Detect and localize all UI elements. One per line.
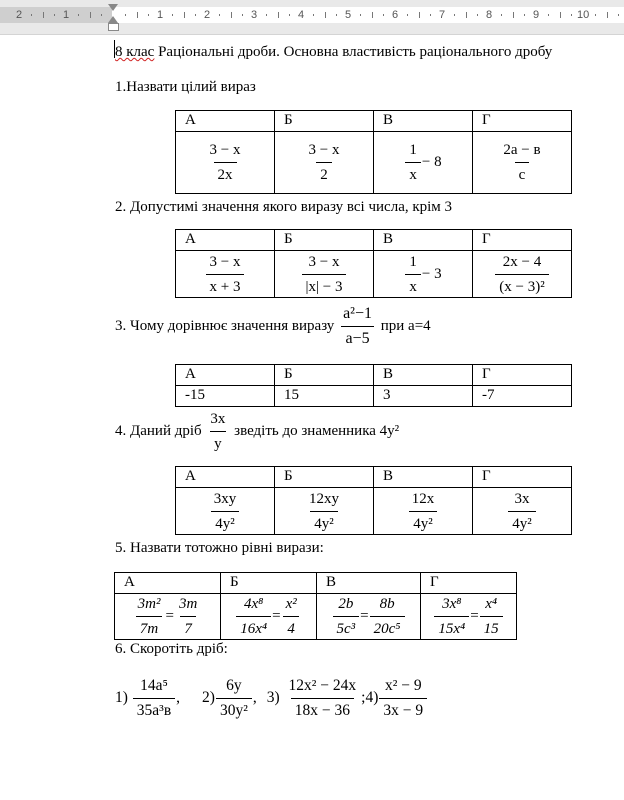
option-v-value[interactable]: 3: [374, 386, 473, 407]
separator: ,: [176, 689, 181, 706]
ruler-tick: [524, 14, 525, 16]
first-line-indent-marker[interactable]: [108, 4, 118, 11]
ruler-tick: [137, 12, 138, 18]
denominator: 30y²: [216, 698, 252, 721]
denominator: 3x − 9: [379, 698, 427, 721]
ruler-number: 10: [577, 9, 590, 21]
left-indent-marker[interactable]: [108, 23, 119, 31]
option-b-value[interactable]: 15: [275, 386, 374, 407]
ruler-tick: [313, 14, 314, 16]
ruler-tick: [383, 14, 384, 16]
ruler-tick: [90, 12, 91, 18]
denominator: 16x⁴: [236, 616, 271, 639]
denominator: а−5: [341, 326, 373, 349]
ruler-tick: [31, 14, 32, 16]
option-a-label: А: [176, 467, 275, 488]
option-b-label: Б: [275, 111, 374, 132]
ruler-tick: [548, 14, 549, 16]
ruler-tick: [43, 12, 44, 18]
ruler-tick: [454, 14, 455, 16]
option-v-label: В: [374, 365, 473, 386]
numerator: 3 − x: [209, 253, 241, 270]
question-3-suffix: при а=4: [380, 318, 431, 334]
option-a-label: А: [176, 111, 275, 132]
option-b-label: Б: [275, 467, 374, 488]
denominator: 4y²: [310, 511, 338, 534]
option-g-expression[interactable]: [473, 132, 572, 194]
hanging-indent-marker[interactable]: [108, 16, 118, 23]
ruler-tick: [360, 14, 361, 16]
ruler-tick: [477, 14, 478, 16]
ruler-number: 2: [16, 9, 23, 21]
denominator: 2x: [214, 162, 237, 185]
numerator: 3x: [210, 410, 226, 427]
denominator: 18x − 36: [291, 698, 354, 721]
ruler-tick: [595, 14, 596, 16]
document-title[interactable]: [115, 43, 552, 61]
numerator: 6y: [226, 676, 242, 694]
option-g-label: Г: [473, 467, 572, 488]
denominator: x: [405, 274, 421, 297]
option-b-identity[interactable]: [221, 594, 317, 640]
numerator: 3m²: [137, 596, 161, 612]
numerator: x² − 9: [384, 676, 422, 694]
ruler-tick: [78, 14, 79, 16]
ruler-tick: [231, 12, 232, 18]
option-b-expression[interactable]: [275, 488, 374, 535]
option-g-value[interactable]: -7: [473, 386, 572, 407]
numerator: 14а⁵: [140, 676, 168, 694]
numerator: а²−1: [343, 304, 372, 322]
denominator: 15x⁴: [434, 616, 469, 639]
option-b-label: Б: [275, 230, 374, 251]
ruler-number: 5: [345, 9, 352, 21]
denominator: x + 3: [206, 274, 245, 297]
ruler-number: 1: [63, 9, 70, 21]
numerator: 2а − в: [503, 142, 541, 158]
numerator: 3 − x: [308, 253, 340, 270]
ruler-tick: [125, 14, 126, 16]
denominator: 7: [180, 616, 196, 639]
ruler-number: 2: [204, 9, 211, 21]
option-g-label: Г: [421, 573, 517, 594]
expression-tail: − 3: [421, 265, 442, 282]
denominator: (x − 3)²: [495, 274, 548, 297]
ruler-tick: [325, 12, 326, 18]
ruler-tick: [54, 14, 55, 16]
ruler-tick: [618, 14, 619, 16]
option-a-label: А: [115, 573, 221, 594]
denominator: 4y²: [211, 511, 239, 534]
ruler-tick: [466, 12, 467, 18]
item-label: 1): [115, 689, 128, 706]
question-5-text: 5. Назвати тотожно рівні вирази:: [115, 540, 324, 556]
ruler-tick: [266, 14, 267, 16]
question-5-options-table: [114, 572, 517, 640]
ruler-tick: [336, 14, 337, 16]
ruler-number: 4: [298, 9, 305, 21]
denominator: 7m: [136, 616, 162, 639]
option-a-expression[interactable]: [176, 132, 275, 194]
option-g-label: Г: [473, 111, 572, 132]
equals-sign: =: [272, 608, 281, 624]
ruler-number: 8: [486, 9, 493, 21]
option-b-label: Б: [221, 573, 317, 594]
option-g-expression[interactable]: [473, 488, 572, 535]
equals-sign: =: [360, 608, 369, 624]
expression-tail: − 8: [421, 154, 442, 170]
numerator: x²: [285, 596, 297, 612]
numerator: 3x⁸: [442, 596, 462, 612]
numerator: 12xy: [309, 490, 339, 507]
separator: ,: [252, 689, 257, 706]
ruler-tick: [430, 14, 431, 16]
fraction-3[interactable]: [285, 676, 361, 721]
numerator: x⁴: [485, 596, 498, 612]
question-3-options-table: [175, 364, 572, 407]
ruler-number: 1: [157, 9, 164, 21]
option-a-label: А: [176, 230, 275, 251]
option-a-label: А: [176, 365, 275, 386]
numerator: 1: [409, 253, 417, 270]
question-4-text: [115, 408, 399, 454]
ruler-tick: [242, 14, 243, 16]
denominator: 4y²: [409, 511, 437, 534]
item-label: 4): [365, 689, 379, 706]
numerator: 12x² − 24x: [288, 676, 357, 694]
option-a-identity[interactable]: [115, 594, 221, 640]
numerator: 3x: [514, 490, 530, 507]
fraction-2[interactable]: [216, 676, 252, 721]
question-3-text: [115, 302, 431, 350]
option-g-expression[interactable]: [473, 251, 572, 298]
question-4-prefix: 4. Даний дріб: [115, 423, 202, 439]
denominator: x: [405, 162, 421, 185]
numerator: 1: [409, 142, 417, 158]
denominator: 2: [316, 162, 332, 185]
fraction-1[interactable]: [133, 676, 175, 721]
numerator: 3 − x: [209, 142, 241, 158]
option-v-label: В: [317, 573, 421, 594]
question-4-options-table: [175, 466, 572, 535]
option-g-identity[interactable]: [421, 594, 517, 640]
horizontal-ruler[interactable]: [0, 0, 624, 35]
separator: ;: [361, 689, 366, 706]
option-g-label: Г: [473, 230, 572, 251]
option-v-label: В: [374, 111, 473, 132]
denominator: с: [515, 162, 530, 185]
ruler-tick: [148, 14, 149, 16]
ruler-number: 3: [251, 9, 258, 21]
numerator: 8b: [379, 596, 395, 612]
question-1-options-table: [175, 110, 572, 194]
ruler-tick: [101, 14, 102, 16]
numerator: 4x⁸: [244, 596, 264, 612]
ruler-tick: [172, 14, 173, 16]
ruler-tick: [372, 12, 373, 18]
question-6-text: 6. Скоротіть дріб:: [115, 641, 228, 657]
ruler-number: 9: [533, 9, 540, 21]
ruler-tick: [289, 14, 290, 16]
option-g-label: Г: [473, 365, 572, 386]
equals-sign: =: [470, 608, 479, 624]
numerator: 3m: [178, 596, 198, 612]
ruler-tick: [407, 14, 408, 16]
numerator: 2x − 4: [502, 253, 542, 270]
option-v-label: В: [374, 230, 473, 251]
question-3-prefix: 3. Чому дорівнює значення виразу: [115, 318, 335, 334]
numerator: 3 − x: [308, 142, 340, 158]
question-2-options-table: [175, 229, 572, 298]
denominator: y: [210, 431, 226, 454]
ruler-number: 6: [392, 9, 399, 21]
ruler-tick: [195, 14, 196, 16]
equals-sign: =: [165, 608, 174, 624]
option-v-expression[interactable]: [374, 132, 473, 194]
denominator: |x| − 3: [302, 274, 347, 297]
question-2-text: 2. Допустимі значення якого виразу всі числа, крім 3: [115, 199, 453, 215]
question-4-suffix: зведіть до знаменника 4y²: [234, 423, 400, 439]
ruler-tick: [278, 12, 279, 18]
denominator: 4y²: [508, 511, 536, 534]
ruler-tick: [501, 14, 502, 16]
denominator: 5c³: [333, 616, 360, 639]
denominator: 35а³в: [133, 698, 175, 721]
option-v-label: В: [374, 467, 473, 488]
item-label: 3): [266, 689, 280, 706]
numerator: 3xy: [213, 490, 237, 507]
denominator: 20c⁵: [370, 616, 405, 639]
ruler-tick: [184, 12, 185, 18]
option-b-expression[interactable]: [275, 132, 374, 194]
question-6-expressions: [115, 674, 428, 722]
option-a-expression[interactable]: [176, 251, 275, 298]
ruler-tick: [571, 14, 572, 16]
item-label: 2): [202, 689, 215, 706]
numerator: 12x: [411, 490, 435, 507]
option-b-expression[interactable]: [275, 251, 374, 298]
question-1-text: 1.Назвати цілий вираз: [115, 79, 256, 95]
ruler-tick: [513, 12, 514, 18]
option-b-label: Б: [275, 365, 374, 386]
ruler-tick: [607, 12, 608, 18]
denominator: 15: [480, 616, 503, 639]
option-v-expression[interactable]: [374, 251, 473, 298]
ruler-tick: [560, 12, 561, 18]
ruler-tick: [419, 12, 420, 18]
option-a-value[interactable]: -15: [176, 386, 275, 407]
option-a-expression[interactable]: [176, 488, 275, 535]
title-text: Раціональні дроби. Основна властивість раціонального дробу: [158, 44, 553, 60]
option-v-identity[interactable]: [317, 594, 421, 640]
title-grade: 8 клас: [115, 44, 155, 60]
ruler-tick: [219, 14, 220, 16]
ruler-number: 7: [439, 9, 446, 21]
denominator: 4: [283, 616, 299, 639]
fraction-4[interactable]: [379, 676, 427, 721]
option-v-expression[interactable]: [374, 488, 473, 535]
numerator: 2b: [338, 596, 354, 612]
